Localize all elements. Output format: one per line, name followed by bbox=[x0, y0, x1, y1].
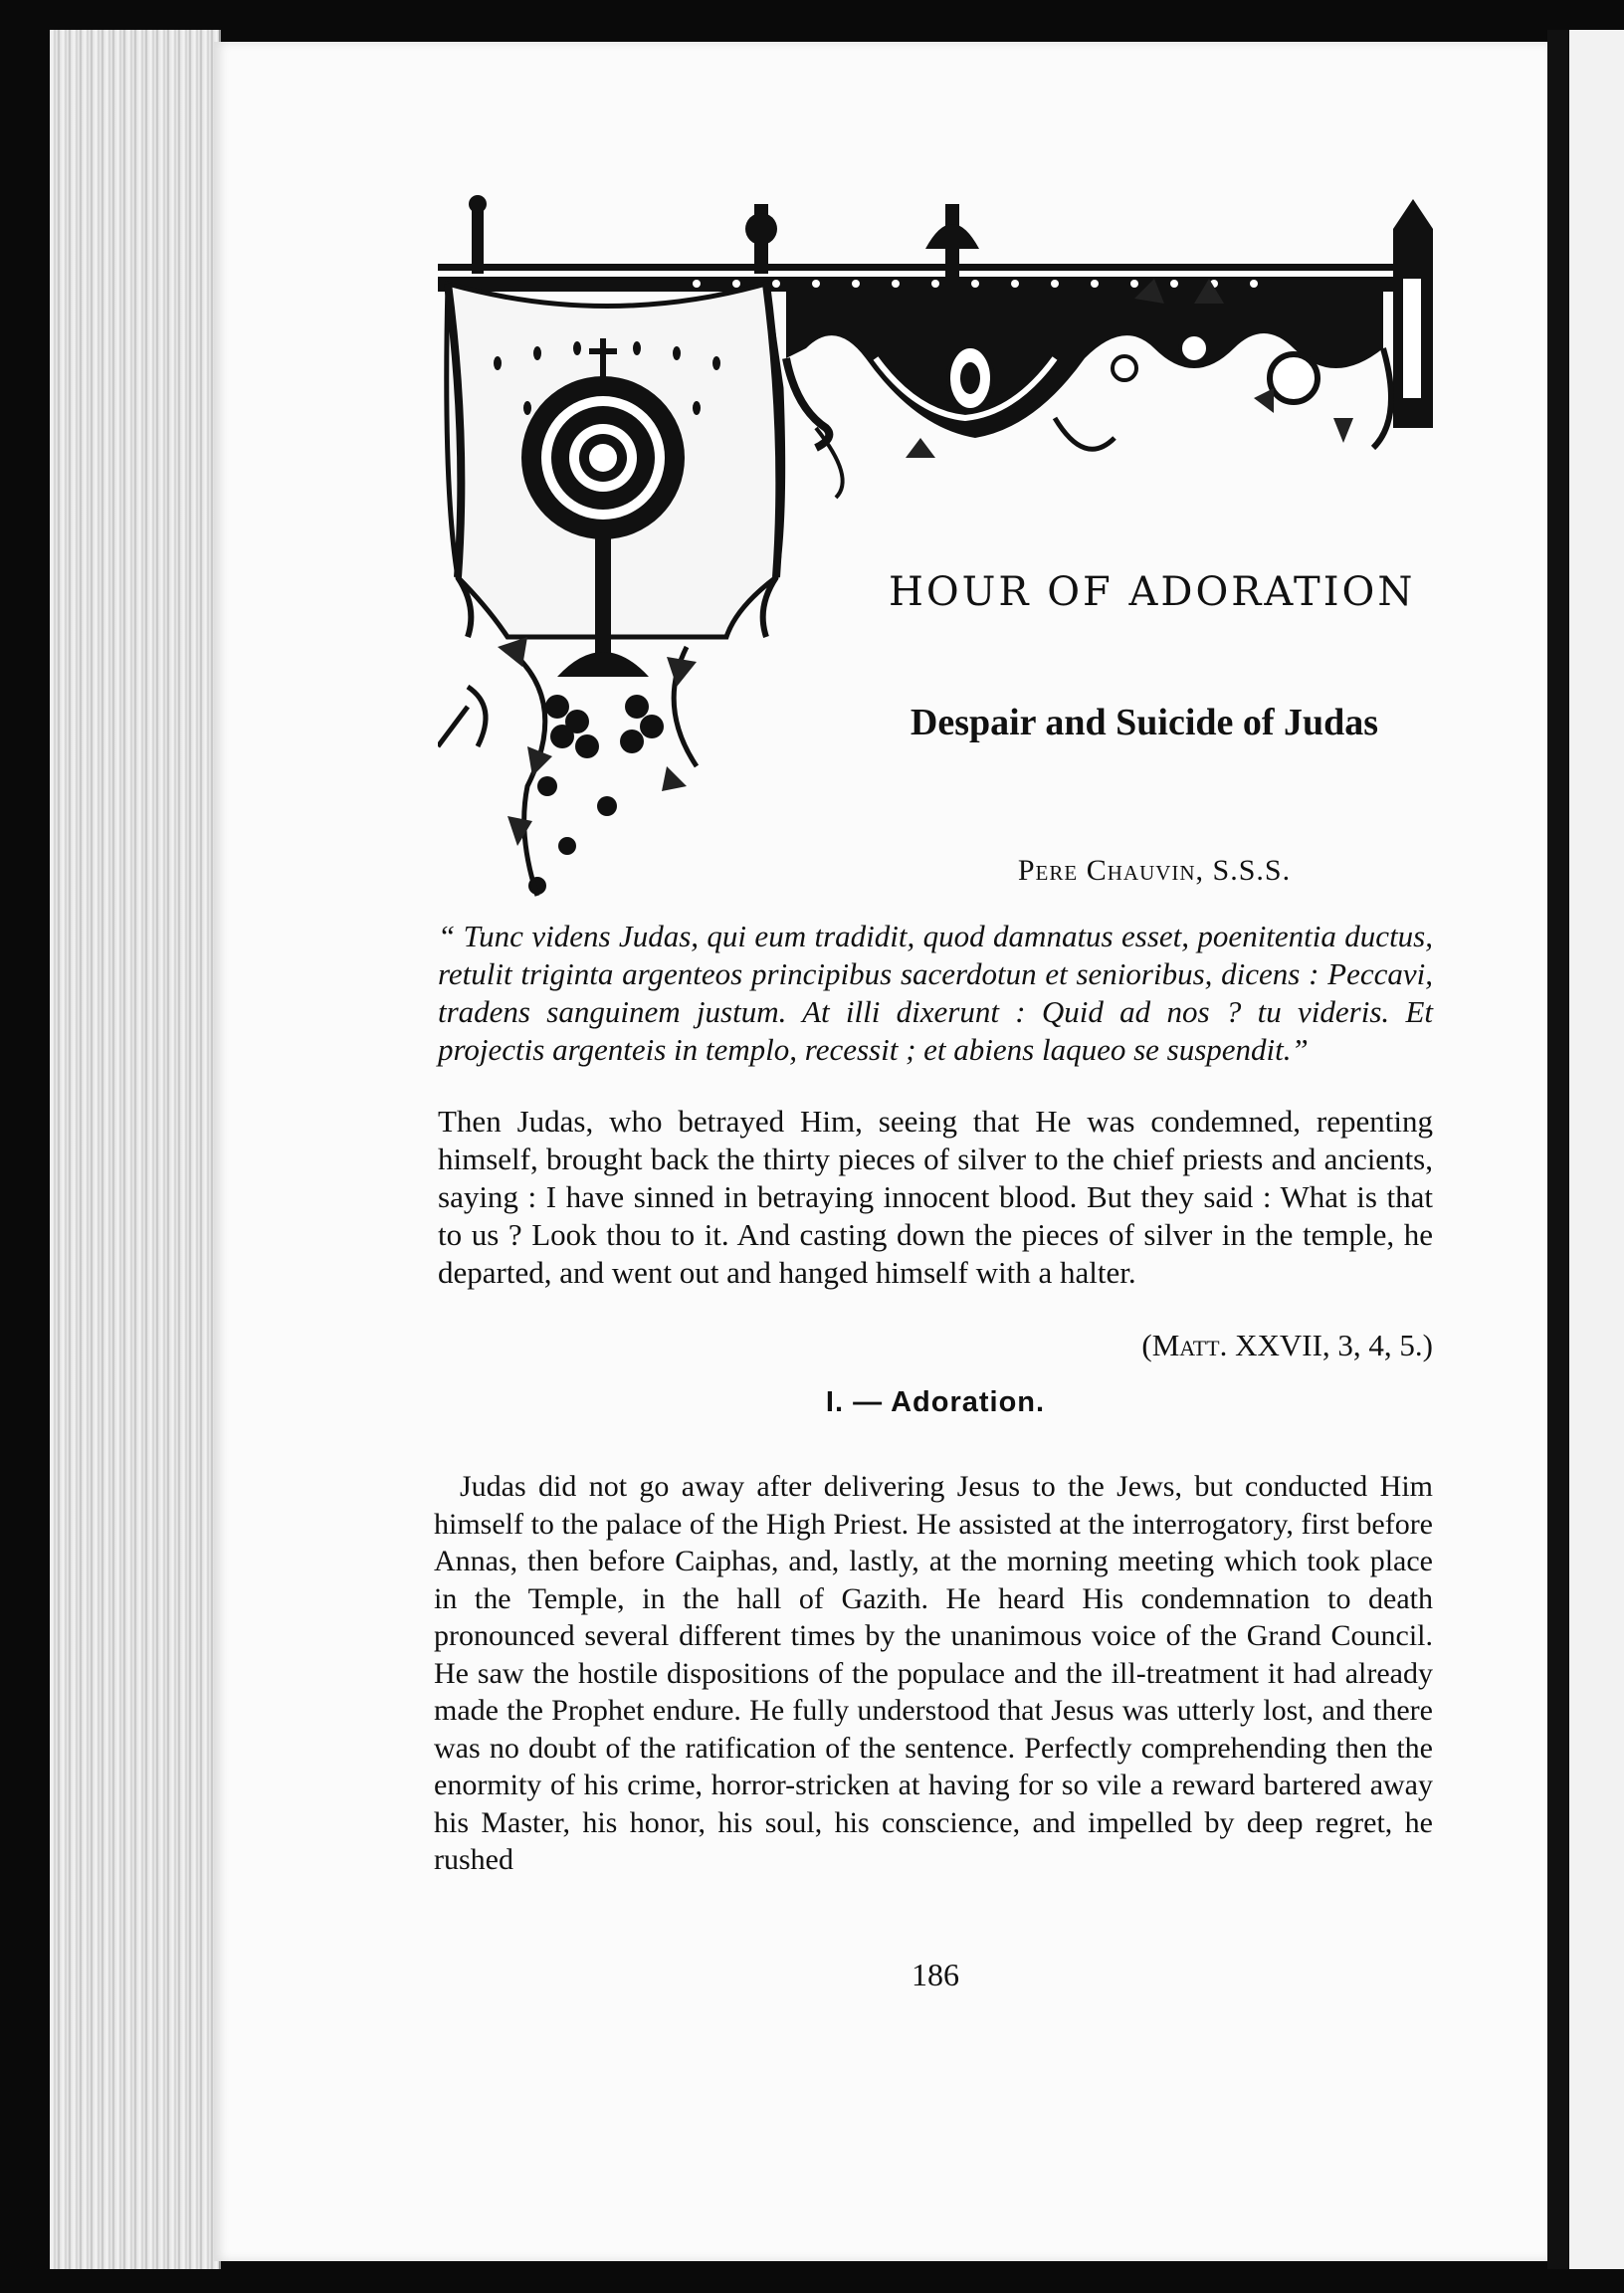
book-fore-edge bbox=[50, 30, 221, 2269]
english-translation: Then Judas, who betrayed Him, seeing that He was condemned, repenting himself, brought back the thirty pieces of silver to the chief priests and ancients, saying : I have sinned in betraying innocent blood. But they said : What is that to us ? Look thou to it. And casting down the pieces of silver in the temple, he departed, and went out and hanged himself with a halter. bbox=[438, 1104, 1433, 1290]
facing-page-edge bbox=[1569, 30, 1624, 2269]
hour-of-adoration-heading: HOUR OF ADORATION bbox=[889, 569, 1416, 615]
book-gutter bbox=[1547, 30, 1569, 2269]
section-heading: I. — Adoration. bbox=[825, 1386, 1046, 1418]
scripture-reference: (Matt. XXVII, 3, 4, 5.) bbox=[1141, 1328, 1433, 1362]
decorative-header-illustration bbox=[438, 189, 1443, 906]
body-paragraph: Judas did not go away after delivering Jesus to the Jews, but conducted Him himself to the palace of the High Priest. He assisted at the interrogatory, first before Annas, then before Caiphas, and, lastly, at the morning meeting which took place in the Temple, in the hall of Gazith. He heard His condemnation to death pronounced several different times by the unanimous voice of the Grand Council. He saw the hostile dispositions of the populace and the ill-treatment it had already made the Prophet endure. He fully understood that Jesus was utterly lost, and there was no doubt of the ratification of the sentence. Perfectly comprehending then the enormity of his crime, horror-stricken at having for so vile a reward bartered away his Master, his honor, his soul, his conscience, and impelled by deep regret, he rushed bbox=[434, 1470, 1433, 1876]
author-byline: Pere Chauvin, S.S.S. bbox=[1017, 854, 1292, 887]
page-number: 186 bbox=[912, 1957, 959, 1992]
chapter-title: Despair and Suicide of Judas bbox=[910, 702, 1379, 743]
latin-quotation: “ Tunc videns Judas, qui eum tradidit, quod damnatus esset, poenitentia ductus, retulit triginta argenteos principibus sacerdotun et senioribus, dicens : Peccavi, tradens sanguinem justum. At illi dixerunt : Quid ad nos ? tu videris. Et projectis argenteis in templo, recessit ; et abiens laqueo se suspendit.” bbox=[438, 919, 1433, 1067]
